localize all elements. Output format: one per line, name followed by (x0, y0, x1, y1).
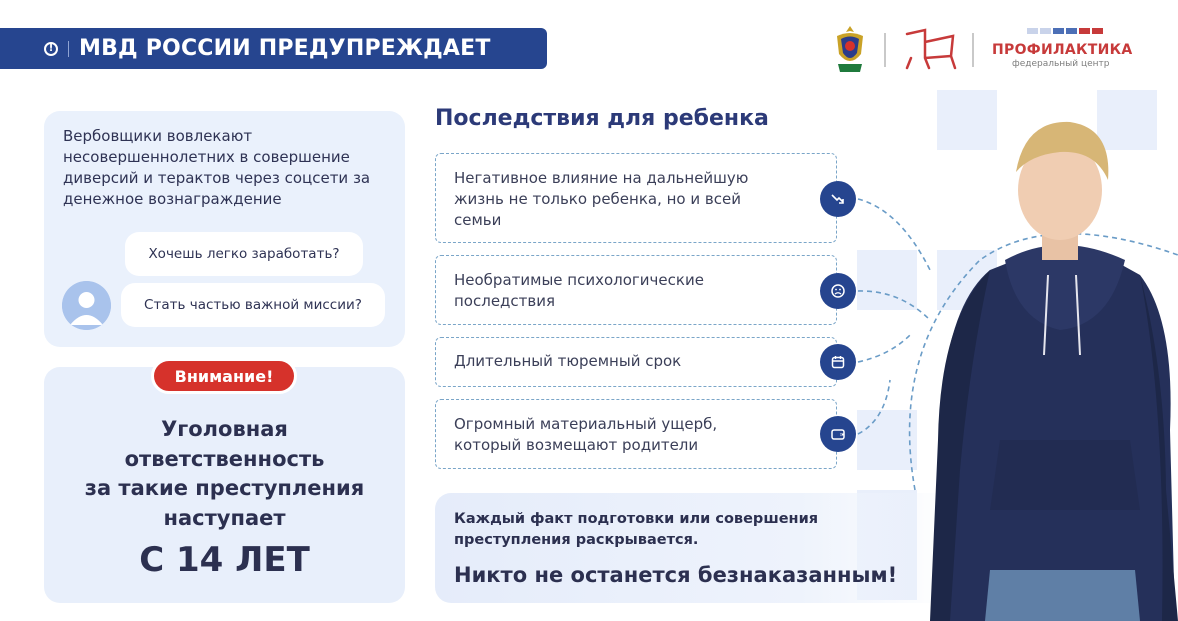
consequence-line: Длительный тюремный срок (454, 352, 682, 370)
teen-illustration (930, 110, 1178, 621)
recruitment-card (44, 111, 405, 347)
page-title: МВД РОССИИ ПРЕДУПРЕЖДАЕТ (79, 36, 491, 61)
recruitment-intro: Вербовщики вовлекают несовершеннолетних в совершение диверсий и терактов через соцсети за денежное вознаграждение (63, 127, 371, 208)
bench-logo-icon (903, 28, 957, 70)
profilaktika-logo-subtitle: федеральный центр (1012, 59, 1110, 69)
consequence-item (435, 255, 837, 325)
consequence-item (435, 337, 837, 387)
profilaktika-bars (1027, 28, 1103, 34)
header-banner (0, 28, 547, 69)
info-circle-icon: ! (44, 42, 58, 56)
disclosure-text (454, 509, 818, 550)
consequence-line: Негативное влияние на дальнейшую (454, 169, 749, 187)
consequence-item (435, 153, 837, 243)
liability-line: Уголовная (161, 417, 288, 441)
chat-bubble: Стать частью важной миссии? (121, 283, 385, 327)
disclosure-emphasis: Никто не останется безнаказанным! (454, 563, 898, 587)
mvd-emblem-icon (833, 24, 867, 74)
disclosure-line: Каждый факт подготовки или совершения (454, 511, 819, 527)
liability-line: наступает (163, 505, 286, 530)
consequence-line: Огромный материальный ущерб, (454, 415, 718, 433)
liability-line: за такие преступления (84, 476, 365, 500)
consequence-line: Необратимые психологические (454, 271, 704, 289)
header-divider (68, 41, 69, 57)
profilaktika-logo-title: ПРОФИЛАКТИКА (992, 42, 1133, 58)
liability-age: С 14 ЛЕТ (139, 540, 310, 580)
logo-divider (972, 33, 974, 67)
liability-card (44, 367, 405, 603)
logo-divider (884, 33, 886, 67)
consequence-line: семьи (454, 211, 502, 229)
consequence-text (454, 414, 717, 456)
consequence-text (454, 270, 704, 312)
disclosure-line: преступления раскрывается. (454, 531, 699, 548)
consequence-line: который возмещают родители (454, 436, 699, 454)
disclosure-note (435, 493, 955, 603)
consequence-item (435, 399, 837, 469)
attention-badge: Внимание! (151, 358, 297, 394)
consequence-line: жизнь не только ребенка, но и всей (454, 190, 741, 208)
chat-bubble: Хочешь легко заработать? (125, 232, 363, 276)
consequence-line: последствия (454, 292, 556, 310)
liability-line: ответственность (124, 446, 325, 471)
consequence-text (454, 351, 681, 372)
liability-text (44, 415, 405, 533)
consequence-text (454, 168, 748, 231)
consequences-title: Последствия для ребенка (435, 106, 769, 131)
avatar (62, 281, 111, 330)
